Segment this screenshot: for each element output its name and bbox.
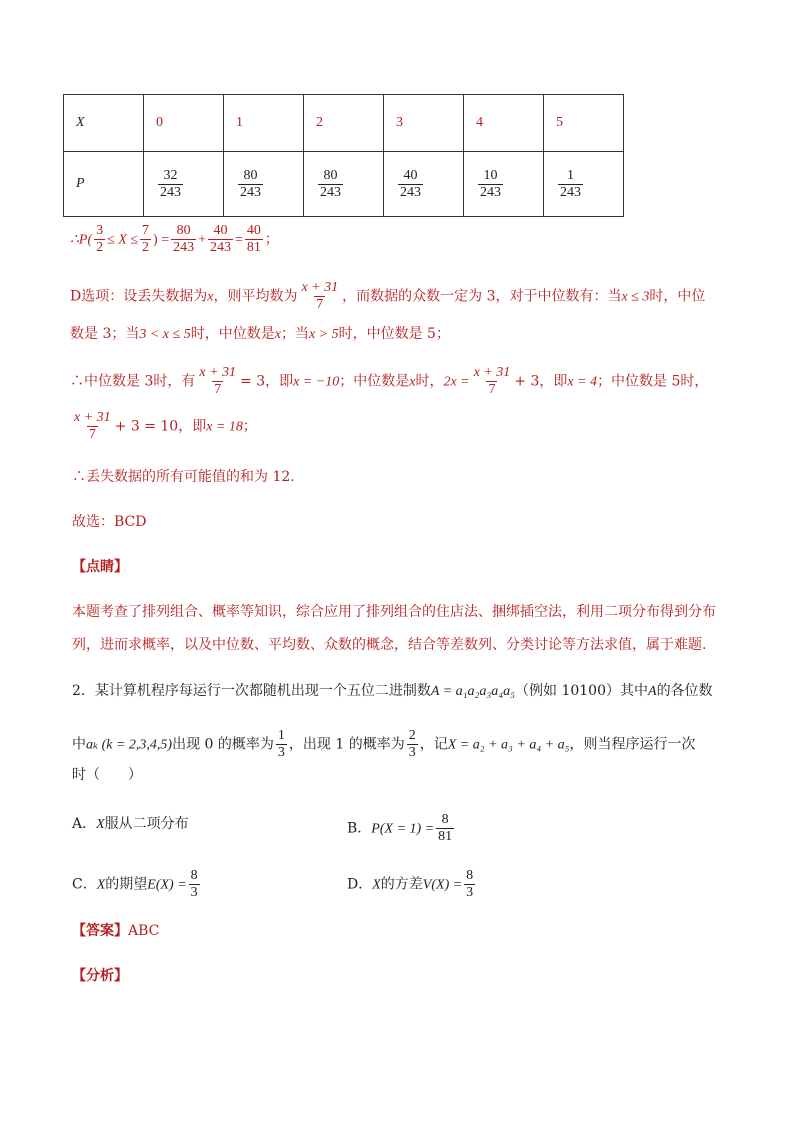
fraction-numerator: x + 31 — [473, 365, 511, 380]
equals-sign: = — [235, 232, 243, 248]
prob-inequality: ≤ X ≤ — [107, 232, 139, 248]
x-value-cell: 3 — [384, 95, 464, 152]
condition: x ≤ 3 — [621, 289, 650, 305]
variable: X — [96, 877, 106, 893]
sum-expr: X = a₂ + a₃ + a₄ + a₅ — [447, 737, 570, 753]
distribution-table — [63, 94, 624, 217]
text-span: ；当 — [280, 326, 309, 342]
answer-line — [72, 921, 159, 940]
option-b[interactable] — [347, 812, 456, 845]
text-span: 2．某计算机程序每运行一次都随机出现一个五位二进制数 — [72, 683, 431, 699]
option-label: D． — [347, 876, 373, 893]
text-span: 时，中位数是 5； — [338, 326, 450, 342]
option-d-line-2 — [70, 325, 450, 344]
fraction-denominator: 2 — [96, 240, 104, 255]
fraction-denominator: 243 — [160, 184, 181, 200]
text-span: （例如 10100）其中 — [515, 683, 648, 699]
fraction-denominator: 7 — [214, 382, 222, 397]
fraction-denominator: 3 — [466, 885, 474, 900]
fraction-denominator: 3 — [277, 745, 285, 760]
option-a[interactable] — [72, 815, 189, 834]
p-value-cell — [544, 152, 624, 217]
binary-number-expr: A = a₁a₂a₃a₄a₅ — [430, 684, 515, 699]
fraction-numerator: 40 — [403, 167, 418, 183]
option-expr: P(X = 1) = — [371, 821, 435, 837]
answer-choice: 故选：BCD — [72, 514, 147, 530]
fraction-numerator: x + 31 — [74, 410, 111, 425]
dianjing-text-line-1: 本题考查了排列组合、概率等知识，综合应用了排列组合的住店法、捆绑插空法，利用二项分布得到分布 — [72, 604, 716, 620]
p-value-cell — [224, 152, 304, 217]
text-span: + 3 = 10，即 — [114, 418, 207, 435]
text-span: + 3，即 — [514, 373, 568, 390]
text-span: ； — [242, 418, 257, 435]
text-span: 时，中位数是 — [190, 326, 275, 342]
variable: x — [207, 289, 214, 305]
option-expr: V(X) = — [422, 877, 463, 893]
option-text: 的期望 — [105, 876, 148, 893]
fraction-numerator: 40 — [213, 223, 228, 238]
x-value-cell: 1 — [224, 95, 304, 152]
text-span: D选项：设丢失数据为 — [70, 288, 208, 305]
prob-equals: ) = — [153, 232, 170, 248]
variable: X — [96, 817, 105, 832]
option-text: 服从二项分布 — [104, 816, 189, 832]
option-d[interactable] — [347, 868, 477, 901]
answer-value: ABC — [128, 923, 160, 939]
fraction-denominator: 81 — [438, 829, 453, 844]
option-label: A． — [72, 816, 97, 832]
option-label: C． — [72, 876, 97, 893]
text-span: = 3，即 — [240, 373, 294, 390]
fraction-denominator: 243 — [173, 240, 195, 255]
fraction-numerator: 1 — [567, 167, 574, 183]
analysis-heading: 【分析】 — [72, 967, 128, 983]
text-span: 时，中位 — [649, 288, 706, 305]
text-span: ，则当程序运行一次 — [569, 736, 696, 753]
fraction-numerator: 7 — [142, 223, 150, 238]
text-span: ；中位数是 — [339, 373, 410, 390]
fraction-denominator: 243 — [400, 184, 421, 200]
question-2-line-3: 时（ ） — [72, 767, 142, 783]
fraction-numerator: 80 — [323, 167, 338, 183]
fraction-denominator: 243 — [560, 184, 581, 200]
x-value-cell: 0 — [144, 95, 224, 152]
median-line-1 — [70, 365, 708, 398]
p-value-cell — [304, 152, 384, 217]
fraction-numerator: 8 — [441, 812, 449, 827]
x-value-cell: 2 — [304, 95, 384, 152]
fraction-denominator: 243 — [240, 184, 261, 200]
fraction-numerator: 80 — [243, 167, 258, 183]
fraction-numerator: 32 — [163, 167, 178, 183]
option-expr: E(X) = — [147, 877, 187, 893]
row-label-p: P — [64, 152, 144, 217]
probability-line — [70, 223, 279, 256]
dianjing-heading: 【点睛】 — [72, 558, 128, 574]
semicolon: ； — [264, 231, 279, 248]
equation: x = 4 — [567, 374, 598, 390]
equation: 2x = — [443, 374, 470, 390]
text-span: 出现 0 的概率为 — [172, 736, 274, 753]
digit-expr: aₖ (k = 2,3,4,5) — [86, 737, 173, 753]
variable: x — [274, 327, 281, 342]
fraction-numerator: 8 — [466, 868, 474, 883]
text-span: 时， — [415, 373, 444, 390]
fraction-numerator: x + 31 — [301, 280, 339, 295]
median-line-2 — [70, 410, 257, 443]
sum-line: ∴丢失数据的所有可能值的和为 12. — [72, 469, 295, 485]
condition: x > 5 — [308, 327, 339, 342]
option-c[interactable] — [72, 868, 202, 901]
text-span: 数是 3；当 — [70, 326, 140, 342]
text-span: 中 — [72, 736, 86, 753]
p-value-cell — [144, 152, 224, 217]
text-span: 的各位数 — [656, 683, 713, 699]
prob-prefix: ∴P( — [70, 232, 93, 248]
fraction-denominator: 243 — [210, 240, 232, 255]
text-span: ，则平均数为 — [213, 288, 298, 305]
question-2-line-1 — [72, 682, 713, 701]
row-label-x: X — [64, 95, 144, 152]
option-text: 的方差 — [380, 876, 423, 893]
fraction-denominator: 7 — [316, 297, 324, 312]
plus-sign: + — [198, 232, 207, 248]
fraction-denominator: 3 — [190, 885, 198, 900]
fraction-numerator: 40 — [246, 223, 261, 238]
fraction-denominator: 7 — [488, 382, 496, 397]
fraction-denominator: 7 — [88, 427, 96, 442]
fraction-denominator: 243 — [320, 184, 341, 200]
x-value-cell: 4 — [464, 95, 544, 152]
answer-heading: 【答案】 — [72, 922, 128, 938]
text-span: ；中位数是 5时， — [597, 373, 709, 390]
table-row-p — [64, 152, 624, 217]
option-label: B． — [347, 820, 372, 837]
table-row-x — [64, 95, 624, 152]
option-d-line-1 — [70, 280, 705, 313]
dianjing-text-line-2: 列，进而求概率，以及中位数、平均数、众数的概念，结合等差数列、分类讨论等方法求值，属于难题. — [72, 637, 707, 653]
variable: x — [409, 374, 416, 390]
fraction-denominator: 81 — [246, 240, 261, 255]
text-span: ，出现 1 的概率为 — [288, 736, 405, 753]
fraction-numerator: 1 — [277, 728, 285, 743]
question-2-line-2 — [72, 728, 696, 761]
fraction-numerator: 80 — [176, 223, 191, 238]
fraction-denominator: 3 — [408, 745, 416, 760]
fraction-numerator: 10 — [483, 167, 498, 183]
text-span: ∴中位数是 3时，有 — [70, 373, 196, 390]
equation: x = −10 — [293, 374, 340, 390]
variable: A — [648, 684, 657, 699]
fraction-numerator: 2 — [408, 728, 416, 743]
fraction-numerator: 3 — [96, 223, 104, 238]
fraction-numerator: 8 — [190, 868, 198, 883]
text-span: ，记 — [419, 736, 448, 753]
fraction-denominator: 243 — [480, 184, 501, 200]
fraction-numerator: x + 31 — [199, 365, 237, 380]
condition: 3 < x ≤ 5 — [139, 327, 191, 342]
p-value-cell — [384, 152, 464, 217]
fraction-denominator: 2 — [142, 240, 150, 255]
variable: X — [372, 877, 381, 893]
equation: x = 18 — [206, 419, 243, 435]
text-span: ，而数据的众数一定为 3，对于中位数有：当 — [342, 288, 622, 305]
p-value-cell — [464, 152, 544, 217]
x-value-cell: 5 — [544, 95, 624, 152]
